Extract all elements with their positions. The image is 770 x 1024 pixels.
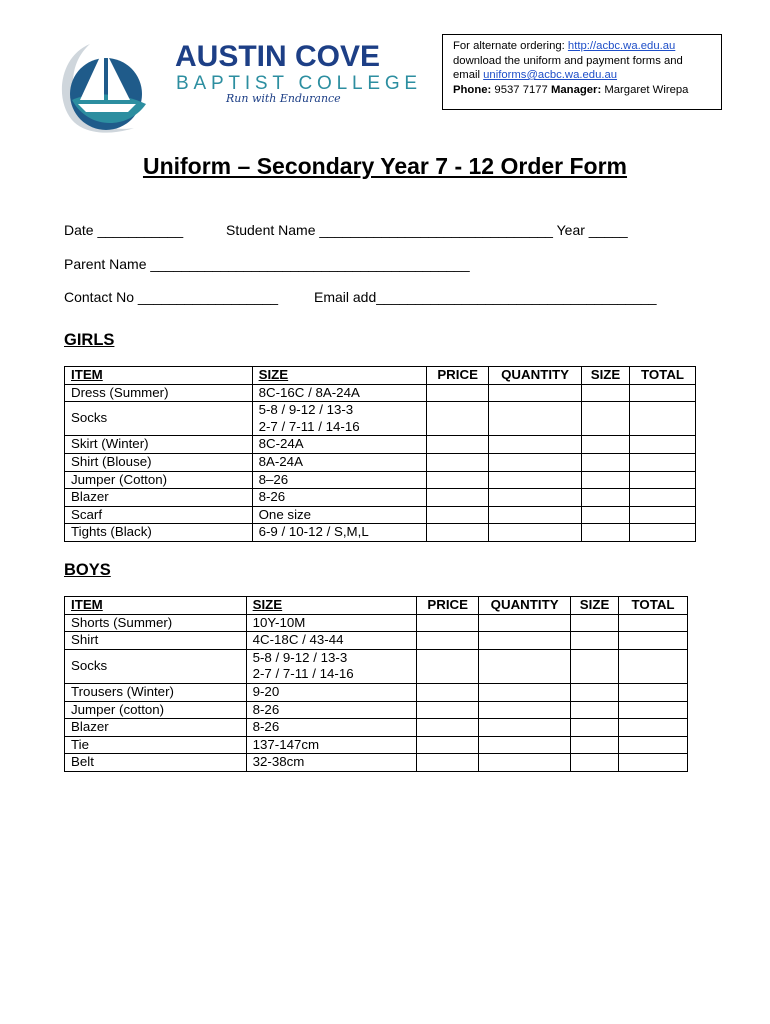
boys-heading: BOYS: [64, 561, 111, 579]
size-range-text: 5-8 / 9-12 / 13-3: [252, 649, 348, 665]
item-cell: Scarf: [65, 506, 253, 524]
price-input-cell[interactable]: [427, 489, 489, 507]
quantity-input-cell[interactable]: [489, 453, 582, 471]
sailboat-logo-icon: [50, 38, 430, 136]
col-price-header: PRICE: [417, 597, 479, 615]
size-range-cell: [252, 436, 427, 454]
quantity-input-cell[interactable]: [479, 754, 571, 772]
item-cell: Socks: [65, 649, 247, 683]
size-range-cell: [252, 471, 427, 489]
item-cell: Blazer: [65, 719, 247, 737]
college-logo: [50, 38, 430, 136]
price-input-cell[interactable]: [427, 384, 489, 402]
phone-label: Phone:: [453, 83, 492, 96]
quantity-input-cell[interactable]: [479, 614, 571, 632]
website-link[interactable]: http://acbc.wa.edu.au: [567, 40, 676, 52]
girls-heading: GIRLS: [64, 331, 115, 349]
item-cell: Tie: [65, 736, 247, 754]
logo-name-line2: BAPTIST COLLEGE: [176, 73, 422, 94]
size-input-cell[interactable]: [582, 471, 630, 489]
table-row: [65, 701, 688, 719]
price-input-cell[interactable]: [417, 701, 479, 719]
item-cell: Trousers (Winter): [65, 683, 247, 701]
item-cell: Socks: [65, 402, 253, 436]
col-price-header: PRICE: [427, 367, 489, 385]
price-input-cell[interactable]: [417, 683, 479, 701]
quantity-input-cell[interactable]: [489, 524, 582, 542]
quantity-input-cell[interactable]: [489, 506, 582, 524]
boys-order-table: [64, 596, 688, 772]
total-input-cell[interactable]: [630, 402, 696, 436]
col-size-header: SIZE: [252, 367, 427, 385]
size-range-text: 32-38cm: [252, 754, 305, 770]
size-range-cell: [246, 614, 417, 632]
table-row: [65, 436, 696, 454]
total-input-cell[interactable]: [630, 384, 696, 402]
quantity-input-cell[interactable]: [479, 736, 571, 754]
size-range-text: 10Y-10M: [252, 614, 306, 630]
size-range-cell: [246, 632, 417, 650]
total-input-cell[interactable]: [630, 471, 696, 489]
contact-line-2: download the uniform and payment forms and: [453, 54, 683, 67]
total-input-cell[interactable]: [619, 719, 688, 737]
total-input-cell[interactable]: [619, 754, 688, 772]
size-input-cell[interactable]: [582, 402, 630, 436]
contact-line-3: [453, 68, 713, 83]
table-row: [65, 754, 688, 772]
item-cell: Dress (Summer): [65, 384, 253, 402]
item-cell: Belt: [65, 754, 247, 772]
table-row: [65, 683, 688, 701]
size-input-cell[interactable]: [582, 436, 630, 454]
contact-no-field[interactable]: Contact No __________________: [64, 289, 279, 305]
col-size-header: SIZE: [246, 597, 417, 615]
price-input-cell[interactable]: [427, 453, 489, 471]
quantity-input-cell[interactable]: [489, 384, 582, 402]
girls-order-table: [64, 366, 696, 542]
quantity-input-cell[interactable]: [479, 701, 571, 719]
price-input-cell[interactable]: [427, 402, 489, 436]
email-field[interactable]: Email add____________________________________: [314, 289, 657, 305]
size-input-cell[interactable]: [582, 453, 630, 471]
price-input-cell[interactable]: [427, 471, 489, 489]
col-ordered-size-header: SIZE: [582, 367, 630, 385]
logo-name-line1: AUSTIN COVE: [175, 40, 381, 73]
quantity-input-cell[interactable]: [479, 649, 571, 683]
price-input-cell[interactable]: [417, 754, 479, 772]
size-range-cell: [246, 719, 417, 737]
quantity-input-cell[interactable]: [489, 402, 582, 436]
email-prefix: email: [453, 69, 484, 81]
logo-motto: Run with Endurance: [226, 92, 341, 105]
total-input-cell[interactable]: [630, 489, 696, 507]
price-input-cell[interactable]: [417, 632, 479, 650]
size-range-text: 8C-24A: [258, 436, 304, 452]
size-range-text: One size: [258, 506, 312, 522]
manager-label: Manager:: [550, 83, 602, 96]
size-input-cell[interactable]: [571, 719, 619, 737]
item-cell: Shorts (Summer): [65, 614, 247, 632]
size-range-cell: [252, 402, 427, 436]
page-title: Uniform – Secondary Year 7 - 12 Order Form: [142, 153, 628, 179]
quantity-input-cell[interactable]: [479, 683, 571, 701]
item-cell: Shirt: [65, 632, 247, 650]
size-input-cell[interactable]: [571, 754, 619, 772]
size-range-text: 9-20: [252, 683, 280, 699]
size-range-cell: [252, 384, 427, 402]
table-row: [65, 632, 688, 650]
price-input-cell[interactable]: [427, 436, 489, 454]
size-input-cell[interactable]: [571, 649, 619, 683]
table-row: [65, 524, 696, 542]
size-range-text: 8-26: [252, 719, 280, 735]
item-cell: Jumper (Cotton): [65, 471, 253, 489]
price-input-cell[interactable]: [417, 719, 479, 737]
table-row: [65, 506, 696, 524]
size-input-cell[interactable]: [571, 701, 619, 719]
size-range-text: 8A-24A: [258, 453, 303, 469]
price-input-cell[interactable]: [417, 649, 479, 683]
phone-number: 9537 7177: [491, 83, 551, 96]
price-input-cell[interactable]: [427, 506, 489, 524]
size-range-cell: [252, 506, 427, 524]
col-quantity-header: QUANTITY: [479, 597, 571, 615]
manager-name: Margaret Wirepa: [601, 83, 689, 96]
item-cell: Shirt (Blouse): [65, 453, 253, 471]
table-row: [65, 719, 688, 737]
size-range-cell: [246, 701, 417, 719]
item-cell: Skirt (Winter): [65, 436, 253, 454]
size-range-text: 6-9 / 10-12 / S,M,L: [258, 524, 369, 540]
size-input-cell[interactable]: [571, 736, 619, 754]
size-input-cell[interactable]: [582, 506, 630, 524]
price-input-cell[interactable]: [417, 614, 479, 632]
size-range-cell: [252, 489, 427, 507]
quantity-input-cell[interactable]: [479, 719, 571, 737]
item-cell: Blazer: [65, 489, 253, 507]
total-input-cell[interactable]: [619, 649, 688, 683]
size-range-text: 8–26: [258, 471, 289, 487]
item-cell: Jumper (cotton): [65, 701, 247, 719]
item-cell: Tights (Black): [65, 524, 253, 542]
size-range-text: 8-26: [258, 489, 286, 505]
quantity-input-cell[interactable]: [489, 471, 582, 489]
col-ordered-size-header: SIZE: [571, 597, 619, 615]
total-input-cell[interactable]: [630, 524, 696, 542]
contact-line-1: [453, 39, 713, 54]
boys-header-row: [65, 597, 688, 615]
col-total-header: TOTAL: [619, 597, 688, 615]
total-input-cell[interactable]: [630, 436, 696, 454]
size-range-cell: [246, 683, 417, 701]
table-row: [65, 402, 696, 436]
date-field[interactable]: Date ___________: [64, 222, 184, 238]
size-range-cell: [246, 649, 417, 683]
table-row: [65, 453, 696, 471]
size-range-cell: [246, 736, 417, 754]
alternate-ordering-box: [442, 34, 722, 110]
size-range-cell: [252, 524, 427, 542]
size-input-cell[interactable]: [571, 614, 619, 632]
email-link[interactable]: uniforms@acbc.wa.edu.au: [483, 69, 618, 81]
size-input-cell[interactable]: [582, 524, 630, 542]
total-input-cell[interactable]: [619, 632, 688, 650]
table-row: [65, 489, 696, 507]
table-row: [65, 736, 688, 754]
student-name-field[interactable]: Student Name ______________________________ Year _____: [226, 222, 628, 238]
quantity-input-cell[interactable]: [479, 632, 571, 650]
contact-line-4: [453, 83, 713, 98]
price-input-cell[interactable]: [427, 524, 489, 542]
ordering-label: For alternate ordering:: [453, 40, 568, 52]
size-range-text: 2-7 / 7-11 / 14-16: [252, 666, 354, 682]
col-quantity-header: QUANTITY: [489, 367, 582, 385]
table-row: [65, 384, 696, 402]
total-input-cell[interactable]: [619, 701, 688, 719]
size-input-cell[interactable]: [571, 632, 619, 650]
table-row: [65, 471, 696, 489]
table-row: [65, 614, 688, 632]
size-range-cell: [246, 754, 417, 772]
size-input-cell[interactable]: [582, 384, 630, 402]
col-total-header: TOTAL: [630, 367, 696, 385]
price-input-cell[interactable]: [417, 736, 479, 754]
total-input-cell[interactable]: [630, 506, 696, 524]
size-range-text: 137-147cm: [252, 736, 320, 752]
total-input-cell[interactable]: [630, 453, 696, 471]
size-range-text: 8-26: [252, 701, 280, 717]
col-item-header: ITEM: [65, 367, 253, 385]
total-input-cell[interactable]: [619, 614, 688, 632]
size-range-text: 8C-16C / 8A-24A: [258, 384, 360, 400]
size-range-text: 4C-18C / 43-44: [252, 632, 344, 648]
size-range-text: 5-8 / 9-12 / 13-3: [258, 402, 354, 418]
size-input-cell[interactable]: [582, 489, 630, 507]
size-range-text: 2-7 / 7-11 / 14-16: [258, 418, 360, 434]
parent-name-field[interactable]: Parent Name _________________________________________: [64, 256, 470, 272]
quantity-input-cell[interactable]: [489, 436, 582, 454]
size-range-cell: [252, 453, 427, 471]
col-item-header: ITEM: [65, 597, 247, 615]
quantity-input-cell[interactable]: [489, 489, 582, 507]
total-input-cell[interactable]: [619, 683, 688, 701]
girls-header-row: [65, 367, 696, 385]
total-input-cell[interactable]: [619, 736, 688, 754]
size-input-cell[interactable]: [571, 683, 619, 701]
table-row: [65, 649, 688, 683]
